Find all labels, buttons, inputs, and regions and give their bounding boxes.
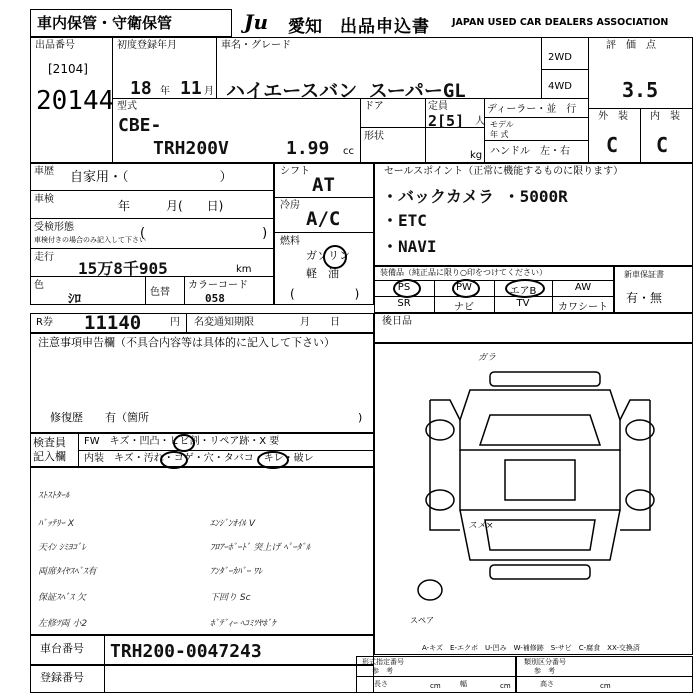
width-label: 幅 — [460, 680, 467, 688]
registration-label: 登録番号 — [40, 671, 84, 684]
mileage-value: 15万8千905 — [78, 259, 168, 278]
warranty-values: 有・無 — [626, 291, 663, 305]
lot-sub-number: [2104] — [48, 62, 88, 76]
note-11: ﾎﾞﾃﾞｨｰ ﾍｺﾐﾂﾔﾎﾞｹ — [210, 619, 276, 629]
interior-line: 内装 キズ・汚れ・コゲ・穴・タバコ・キレ・破レ — [84, 453, 314, 464]
fuel-diesel: 軽 油 — [306, 267, 339, 280]
size2-label: 類別区分番号 — [524, 658, 566, 666]
inspector-label: 検査員 記入欄 — [33, 436, 66, 463]
color-label: 色 — [34, 280, 44, 291]
name-change-value: 月 日 — [300, 317, 340, 328]
ju-logo: Ju — [244, 10, 269, 34]
note-1: ｽﾄｽﾄﾀｰﾙ — [38, 491, 70, 501]
dealer-label: ディーラー・並 行 — [487, 104, 577, 115]
lot-label: 出品番号 — [35, 40, 75, 51]
fw-line: FW キズ・凹凸・ヒビ割・リペア跡・X 要 — [84, 436, 280, 447]
interior-label: 内 装 — [650, 111, 680, 122]
drive-2wd: 2WD — [548, 52, 572, 63]
r-ticket-value: 11140 — [84, 312, 142, 334]
model-label: 車名・グレード — [221, 40, 291, 51]
selling-point-1: ・バックカメラ ・5000R — [382, 187, 568, 206]
grade-value: 3.5 — [622, 78, 659, 102]
length-cm: cm — [430, 682, 441, 690]
acceptance-paren: ( ) — [140, 226, 268, 241]
warranty-label: 新車保証書 — [624, 270, 664, 279]
pw-circle — [452, 279, 480, 298]
post-items-label: 後日品 — [382, 316, 412, 327]
fuel-circle — [323, 245, 347, 269]
first-reg-year: 18 — [130, 78, 152, 99]
shift-value: AT — [312, 174, 335, 196]
diagram-top-note: ガラ — [478, 353, 497, 363]
capacity-label: 定員 — [428, 101, 448, 112]
equip-navi: ナビ — [454, 302, 474, 313]
equip-ps: PS — [397, 282, 411, 293]
km-unit: km — [236, 264, 252, 275]
form-title: 出品申込書 — [340, 17, 430, 37]
selling-point-3: ・NAVI — [382, 237, 437, 256]
storage-badge — [30, 9, 232, 37]
repair-history-label: 修復歴 有（箇所 — [50, 411, 149, 424]
chassis-label: 車台番号 — [40, 642, 84, 655]
person-unit: 人 — [475, 116, 485, 127]
color-code-value: 058 — [205, 292, 225, 305]
acceptance-label: 受検形態 — [34, 222, 74, 233]
name-change-label: 名変通知期限 — [194, 317, 254, 328]
equip-pw: PW — [456, 282, 472, 293]
note-7: ｴﾝｼﾞﾝｵｲﾙ V — [210, 519, 256, 529]
spare-label: スペア — [410, 616, 434, 625]
model-year-label: モデル 年 式 — [490, 120, 514, 139]
equipment-label: 装備品（純正品に限り○印をつけてください） — [380, 268, 547, 277]
note-10: 下回り Sc — [210, 593, 251, 603]
post-items-block — [374, 313, 693, 343]
note-9: ｱﾝﾀﾞｰｶﾊﾞｰ ﾜﾚ — [210, 567, 263, 577]
engine-displacement: 1.99 — [286, 138, 330, 159]
shift-label: シフト — [280, 166, 310, 177]
selling-point-2: ・ETC — [382, 211, 427, 230]
inspection-value: 年 月( 日) — [118, 199, 224, 213]
length-label: 長さ — [374, 680, 388, 688]
equip-sr: SR — [397, 298, 411, 309]
width-cm: cm — [500, 682, 511, 690]
size1-label: 形式指定番号 — [362, 658, 404, 666]
airbag-circle — [505, 279, 545, 298]
cc-unit: cc — [343, 146, 354, 157]
chassis-number: TRH200-0047243 — [110, 641, 262, 662]
size1-sub: 参 考 — [372, 667, 393, 675]
paint-label: 色替 — [150, 287, 170, 298]
dent-circle — [173, 434, 195, 452]
height-cm: cm — [600, 682, 611, 690]
cooler-value: A/C — [306, 208, 341, 230]
fuel-label: 燃料 — [280, 236, 300, 247]
note-6: 左修ﾂ両 小2 — [38, 619, 88, 629]
mileage-label: 走行 — [34, 252, 54, 263]
grade-label: 評 価 点 — [606, 40, 656, 51]
type-label: 型式 — [117, 101, 137, 112]
height-label: 高さ — [540, 680, 554, 688]
size2-sub: 参 考 — [534, 667, 555, 675]
note-2: ﾊﾞｯﾃﾘｰ X — [38, 519, 75, 529]
equip-aw: AW — [574, 282, 592, 293]
fuel-gasoline: ガソリン — [306, 249, 350, 262]
shape-label: 形状 — [364, 131, 384, 142]
reg-year-unit: 年 — [160, 86, 170, 97]
capacity-value: 2[5] — [428, 112, 465, 130]
equip-tv: TV — [516, 298, 530, 309]
kg-unit: kg — [470, 150, 483, 161]
repair-paren-close: ) — [358, 411, 363, 424]
note-5: 保証ｽﾍﾞｽ 欠 — [38, 593, 86, 603]
r-ticket-label: R券 — [36, 317, 53, 328]
color-code-label: カラーコード — [188, 280, 248, 291]
car-history-label: 車歴 — [34, 166, 54, 177]
lot-number: 20144 — [36, 86, 115, 116]
door-label: ドア — [364, 101, 384, 112]
damage-legend: A-キズ E-エクボ U-凹み W-補修跡 S-サビ C-腐食 XX-交換済 — [422, 644, 640, 652]
first-reg-month: 11 — [180, 78, 202, 99]
model-value: ハイエースバン スーパーGL — [226, 80, 466, 102]
storage-badge-text: 車内保管・守衛保管 — [37, 14, 173, 32]
car-diagram — [410, 360, 670, 620]
note-8: ﾌﾛｱｰﾎﾞｰﾄﾞ 突上げ ﾍﾟｰﾀﾞﾙ — [210, 543, 311, 553]
reg-month-unit: 月 — [204, 86, 214, 97]
selling-points-label: セールスポイント（正常に機能するものに限ります） — [384, 166, 624, 177]
exterior-label: 外 装 — [598, 111, 628, 122]
type-value-1: CBE- — [118, 115, 162, 136]
ps-circle — [393, 279, 421, 298]
note-4: 両席ﾀｲﾔｽﾍﾞｽ有 — [38, 567, 97, 577]
drive-4wd: 4WD — [548, 81, 572, 92]
interior-grade: C — [656, 133, 669, 157]
notes-label: 注意事項申告欄（不具合内容等は具体的に記入して下さい） — [38, 336, 335, 349]
note-3: 天ｲﾝ ｼﾐﾖｺﾞﾚ — [38, 543, 86, 553]
association-name: JAPAN USED CAR DEALERS ASSOCIATION — [452, 17, 669, 28]
fuel-paren: ( ) — [290, 287, 360, 301]
equip-airbag: エアB — [509, 286, 537, 297]
region-name: 愛知 — [288, 17, 322, 37]
car-history-value: 自家用・（ ） — [70, 170, 233, 185]
first-reg-label: 初度登録年月 — [117, 40, 177, 51]
diagram-side-note: スメ× — [468, 521, 494, 531]
color-value: ｼﾛ — [68, 292, 81, 307]
type-value-2: TRH200V — [153, 138, 229, 159]
inspection-label: 車検 — [34, 194, 54, 205]
yen-unit: 円 — [170, 317, 180, 328]
equip-leather-seat: カワシート — [558, 302, 608, 313]
exterior-grade: C — [606, 133, 619, 157]
handle-label: ハンドル 左・右 — [490, 146, 570, 157]
acceptance-sub: 車検付きの場合のみ記入して下さい — [34, 236, 146, 244]
cooler-label: 冷房 — [280, 200, 300, 211]
